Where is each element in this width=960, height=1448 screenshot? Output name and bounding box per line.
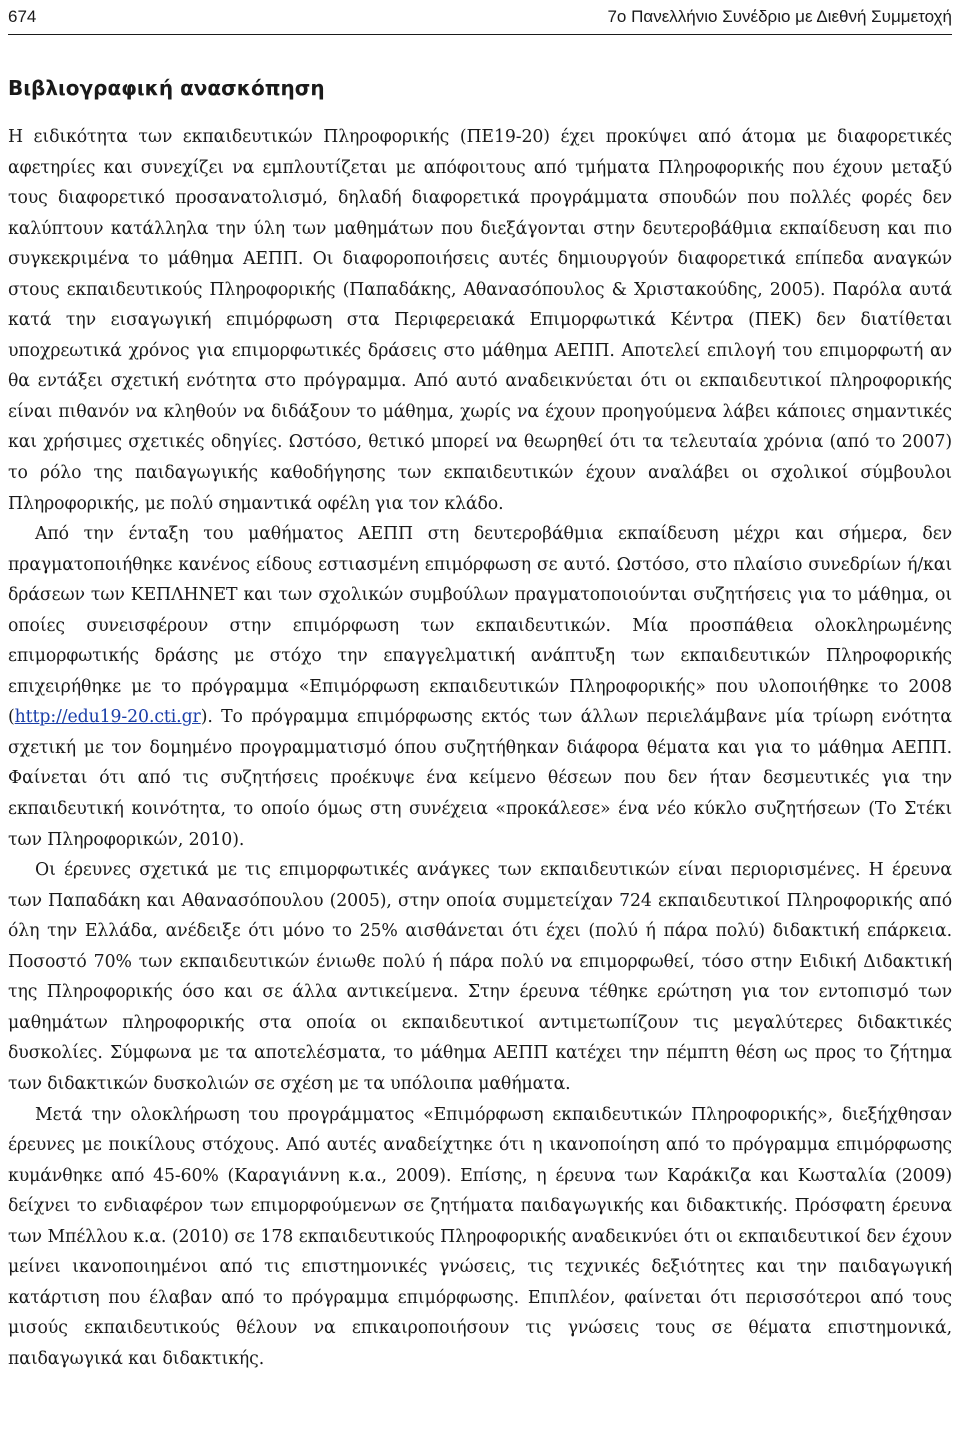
page-header	[8, 4, 952, 35]
running-title: 7ο Πανελλήνιο Συνέδριο με Διεθνή Συμμετοχή	[607, 7, 952, 26]
paragraph-2-text-start: Από την ένταξη του μαθήματος ΑΕΠΠ στη δευτεροβάθμια εκπαίδευση μέχρι και σήμερα, δεν πραγματοποιήθηκε κανένος είδους εστιασμένη επιμόρφωση σε αυτό. Ωστόσο, στο πλαίσιο συνεδρίων ή/και δράσεων των ΚΕΠΛΗΝΕΤ και των σχολικών συμβούλων πραγματοποιούνται συζητήσεις για το μάθημα, οι οποίες συνεισφέρουν στην επιμόρφωση των εκπαιδευτικών. Μία προσπάθεια ολοκληρωμένης επιμορφωτικής δράσης με στόχο την επαγγελματική ανάπτυξη των εκπαιδευτικών Πληροφορικής επιχειρήθηκε με το πρόγραμμα «Επιμόρφωση εκπαιδευτικών Πληροφορικής» που υλοποιήθηκε το 2008 (	[8, 524, 952, 728]
page-number: 674	[8, 7, 37, 26]
paragraph-4: Μετά την ολοκλήρωση του προγράμματος «Επιμόρφωση εκπαιδευτικών Πληροφορικής», διεξήχθησαν έρευνες με ποικίλους στόχους. Από αυτές αναδείχτηκε ότι η ικανοποίηση από το πρόγραμμα επιμόρφωσης κυμάνθηκε από 45-60% (Καραγιάννη κ.α., 2009). Επίσης, η έρευνα των Καράκιζα και Κωσταλία (2009) δείχνει το ενδιαφέρον των επιμορφούμενων σε ζητήματα παιδαγωγικής και διδακτικής. Πρόσφατη έρευνα των Μπέλλου κ.α. (2010) σε 178 εκπαιδευτικούς Πληροφορικής αναδεικνύει ότι οι εκπαιδευτικοί δεν έχουν μείνει ικανοποιημένοι από τις επιστημονικές γνώσεις, τις τεχνικές δεξιότητες και την παιδαγωγική κατάρτιση που έλαβαν από το πρόγραμμα επιμόρφωσης. Επιπλέον, φαίνεται ότι περισσότεροι από τους μισούς εκπαιδευτικούς θέλουν να επικαιροποιήσουν τις γνώσεις τους σε θέματα επιστημονικά, παιδαγωγικά και διδακτικής.	[8, 1104, 952, 1369]
section-title: Βιβλιογραφική ανασκόπηση	[8, 76, 325, 100]
paragraph-1: Η ειδικότητα των εκπαιδευτικών Πληροφορικής (ΠΕ19-20) έχει προκύψει από άτομα με διαφορετικές αφετηρίες και συνεχίζει να εμπλουτίζεται με απόφοιτους από τμήματα Πληροφορικής που έχουν μεταξύ τους διαφορετικό προσανατολισμό, δηλαδή διαφορετικά προγράμματα σπουδών που πολλές φορές δεν καλύπτουν κατάλληλα την ύλη των μαθημάτων που διεξάγονται στην δευτεροβάθμια εκπαίδευση και πιο συγκεκριμένα το μάθημα ΑΕΠΠ. Οι διαφοροποιήσεις αυτές δημιουργούν διαφορετικά επίπεδα αναγκών στους εκπαιδευτικούς Πληροφορικής (Παπαδάκης, Αθανασόπουλος & Χριστακούδης, 2005). Παρόλα αυτά κατά την εισαγωγική επιμόρφωση στα Περιφερειακά Επιμορφωτικά Κέντρα (ΠΕΚ) δεν διατίθεται υποχρεωτικά χρόνος για επιμορφωτικές δράσεις στο μάθημα ΑΕΠΠ. Αποτελεί επιλογή του επιμορφωτή αν θα εντάξει σχετική ενότητα στο πρόγραμμα. Από αυτό αναδεικνύεται ότι οι εκπαιδευτικοί πληροφορικής είναι πιθανόν να κληθούν να διδάξουν το μάθημα, χωρίς να έχουν προηγούμενα λάβει κάποιες σημαντικές και χρήσιμες σχετικές οδηγίες. Ωστόσο, θετικό μπορεί να θεωρηθεί ότι τα τελευταία χρόνια (από το 2007) το ρόλο της παιδαγωγικής καθοδήγησης των εκπαιδευτικών έχουν αναλάβει οι σχολικοί σύμβουλοι Πληροφορικής, με πολύ σημαντικά οφέλη για τον κλάδο.	[8, 127, 952, 514]
edu-program-link[interactable]: http://edu19-20.cti.gr	[14, 707, 201, 728]
body-text	[8, 122, 952, 1374]
paragraph-2-text-end: ). Το πρόγραμμα επιμόρφωσης εκτός των άλλων περιελάμβανε μία τρίωρη ενότητα σχετική με τον δομημένο προγραμματισμό όπου συζητήθηκαν διάφορα θέματα και για το μάθημα ΑΕΠΠ. Φαίνεται ότι από τις συζητήσεις προέκυψε ένα κείμενο θέσεων που δεν ήταν δεσμευτικές για την εκπαιδευτική κοινότητα, το οποίο όμως στη συνέχεια «προκάλεσε» ένα νέο κύκλο συζητήσεων (Το Στέκι των Πληροφορικών, 2010).	[8, 707, 952, 850]
paragraph-2	[8, 519, 952, 855]
paragraph-3: Οι έρευνες σχετικά με τις επιμορφωτικές ανάγκες των εκπαιδευτικών είναι περιορισμένες. Η έρευνα των Παπαδάκη και Αθανασόπουλου (2005), στην οποία συμμετείχαν 724 εκπαιδευτικοί Πληροφορικής από όλη την Ελλάδα, ανέδειξε ότι μόνο το 25% αισθάνεται ότι έχει (πολύ ή πάρα πολύ) διδακτική επάρκεια. Ποσοστό 70% των εκπαιδευτικών ένιωθε πολύ ή πάρα πολύ να επιμορφωθεί, τόσο στην Ειδική Διδακτική της Πληροφορικής όσο και σε άλλα αντικείμενα. Στην έρευνα τέθηκε ερώτηση για τον εντοπισμό των μαθημάτων πληροφορικής στα οποία οι εκπαιδευτικοί αντιμετωπίζουν τις μεγαλύτερες διδακτικές δυσκολίες. Σύμφωνα με τα αποτελέσματα, το μάθημα ΑΕΠΠ κατέχει την πέμπτη θέση ως προς το ζήτημα των διδακτικών δυσκολιών σε σχέση με τα υπόλοιπα μαθήματα.	[8, 860, 952, 1094]
